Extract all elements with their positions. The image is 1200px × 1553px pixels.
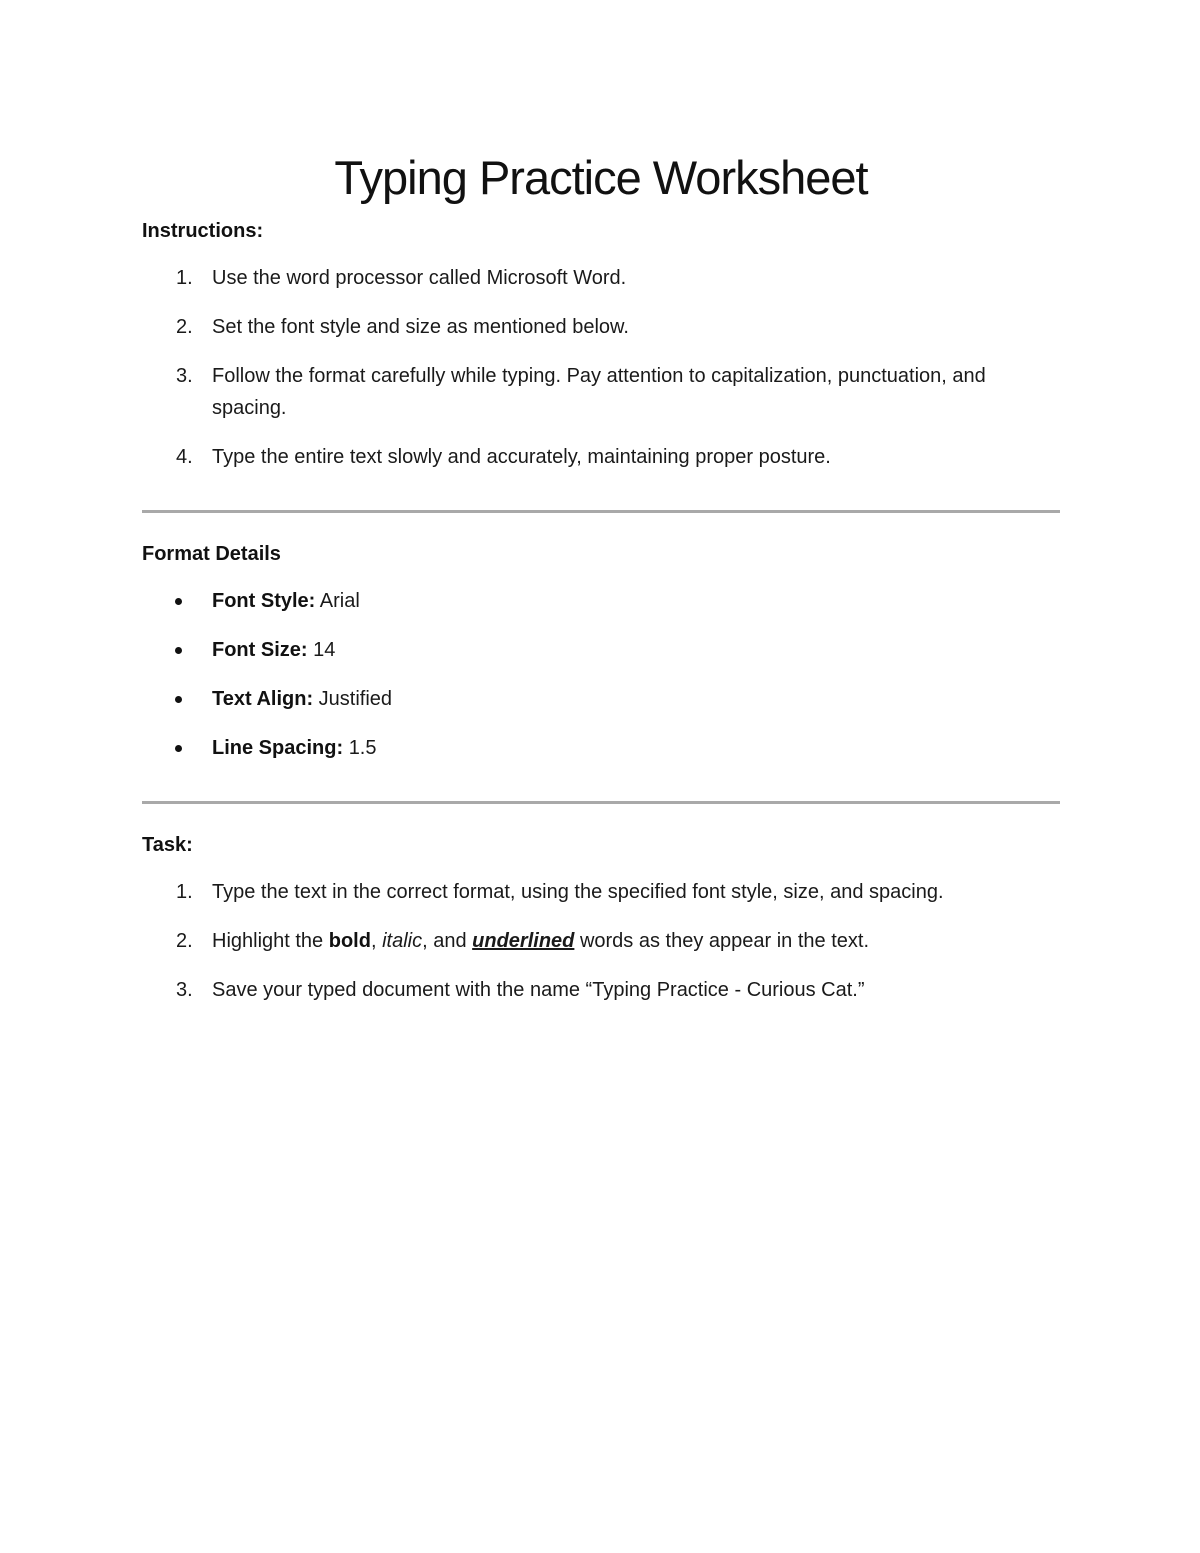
list-item-text: Use the word processor called Microsoft Word. bbox=[212, 267, 627, 289]
format-label: Font Style: bbox=[212, 590, 316, 612]
list-item bbox=[142, 311, 1060, 343]
bullet-icon bbox=[175, 745, 182, 752]
list-item-text: Type the entire text slowly and accurately, maintaining proper posture. bbox=[212, 446, 831, 468]
format-value: 14 bbox=[313, 639, 336, 661]
list-number: 3. bbox=[176, 979, 193, 1001]
list-item-text-part: , bbox=[370, 930, 383, 952]
list-item-text: Set the font style and size as mentioned below. bbox=[212, 316, 629, 338]
task-list bbox=[142, 876, 1060, 1006]
list-item-text: Save your typed document with the name “Typing Practice - Curious Cat.” bbox=[212, 979, 865, 1001]
list-item bbox=[142, 262, 1060, 294]
bullet-icon bbox=[175, 647, 182, 654]
list-number: 4. bbox=[176, 446, 193, 468]
format-label: Text Align: bbox=[212, 688, 314, 710]
list-number: 1. bbox=[176, 267, 193, 289]
list-number: 2. bbox=[176, 930, 193, 952]
list-number: 1. bbox=[176, 881, 193, 903]
list-item bbox=[142, 732, 1060, 764]
format-value: Arial bbox=[319, 590, 360, 612]
list-item bbox=[142, 876, 1060, 908]
list-item-text-part: , and bbox=[422, 930, 473, 952]
horizontal-divider bbox=[142, 510, 1060, 513]
list-item-text: Type the text in the correct format, using the specified font style, size, and spacing. bbox=[212, 881, 944, 903]
list-item bbox=[142, 925, 1060, 957]
horizontal-divider bbox=[142, 801, 1060, 804]
underlined-example: underlined bbox=[472, 930, 575, 952]
list-item bbox=[142, 441, 1060, 473]
page-title: Typing Practice Worksheet bbox=[334, 151, 868, 204]
instructions-heading: Instructions: bbox=[142, 220, 264, 242]
list-number: 2. bbox=[176, 316, 193, 338]
list-item bbox=[142, 585, 1060, 617]
format-label: Line Spacing: bbox=[212, 737, 344, 759]
task-heading: Task: bbox=[142, 834, 193, 856]
list-item-text-part: words as they appear in the text. bbox=[574, 930, 869, 952]
list-item-text-part: Highlight the bbox=[212, 930, 329, 952]
format-value: Justified bbox=[318, 688, 393, 710]
bold-example: bold bbox=[328, 930, 371, 952]
bullet-icon bbox=[175, 598, 182, 605]
list-item bbox=[142, 683, 1060, 715]
list-item bbox=[142, 360, 1060, 424]
format-details-list bbox=[142, 585, 1060, 764]
list-item bbox=[142, 634, 1060, 666]
format-details-heading: Format Details bbox=[142, 543, 281, 565]
list-number: 3. bbox=[176, 365, 193, 387]
format-label: Font Size: bbox=[212, 639, 308, 661]
instructions-list bbox=[142, 262, 1060, 473]
bullet-icon bbox=[175, 696, 182, 703]
list-item bbox=[142, 974, 1060, 1006]
document-body bbox=[142, 148, 1060, 1006]
format-value: 1.5 bbox=[348, 737, 377, 759]
italic-example: italic bbox=[382, 930, 423, 952]
list-item-text: Follow the format carefully while typing. Pay attention to capitalization, punctuation, and spacing. bbox=[212, 365, 986, 419]
